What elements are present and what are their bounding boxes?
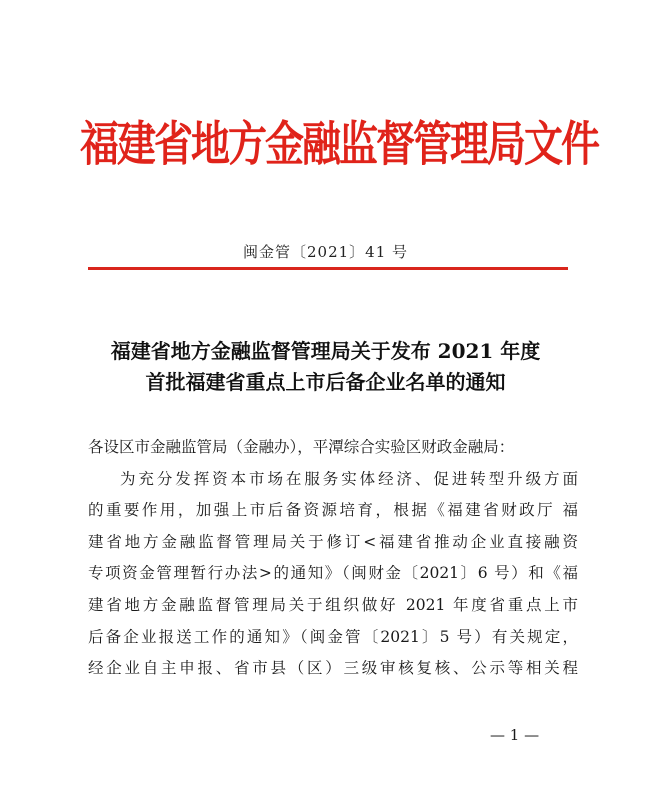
body-line: 的重要作用，加强上市后备资源培育，根据《福建省财政厅 福 bbox=[88, 501, 578, 520]
salutation: 各设区市金融监管局（金融办），平潭综合实验区财政金融局： bbox=[88, 438, 515, 456]
body-line: 为充分发挥资本市场在服务实体经济、促进转型升级方面 bbox=[120, 469, 578, 488]
notice-title-line-1: 福建省地方金融监督管理局关于发布 2021 年度 bbox=[110, 339, 541, 363]
notice-title-line-2: 首批福建省重点上市后备企业名单的通知 bbox=[145, 370, 506, 394]
notice-title bbox=[60, 336, 591, 398]
body-text bbox=[88, 432, 578, 685]
document-number: 闽金管〔2021〕41 号 bbox=[242, 243, 409, 261]
body-line: 建省地方金融监督管理局关于组织做好 2021 年度省重点上市 bbox=[88, 595, 578, 614]
red-header-title: 福建省地方金融监督管理局文件 bbox=[80, 116, 599, 173]
body-line: 经企业自主申报、省市县（区）三级审核复核、公示等相关程 bbox=[88, 659, 578, 678]
body-line: 专项资金管理暂行办法>的通知》（闽财金〔2021〕6 号）和《福 bbox=[88, 564, 578, 583]
body-line: 建省地方金融监督管理局关于修订<福建省推动企业直接融资 bbox=[88, 532, 578, 551]
page-number: — 1 — bbox=[490, 726, 540, 744]
body-line: 后备企业报送工作的通知》（闽金管〔2021〕5 号）有关规定， bbox=[88, 627, 578, 646]
red-divider-line bbox=[88, 267, 568, 270]
